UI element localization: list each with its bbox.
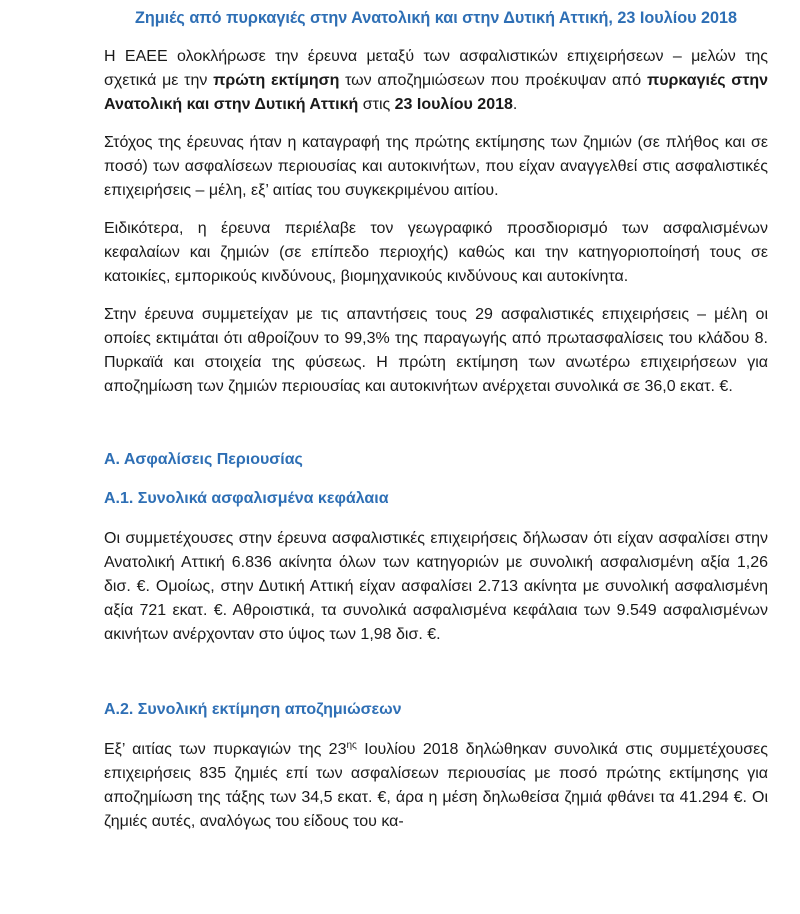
section-a1-heading: Α.1. Συνολικά ασφαλισμένα κεφάλαια (104, 490, 389, 507)
intro-bold-fires: πυρκαγιές στην Ανατολική και στην Δυτική Αττική (104, 72, 769, 113)
intro-bold-first-estimate: πρώτη εκτίμηση (213, 72, 340, 89)
section-a-heading: Α. Ασφαλίσεις Περιουσίας (104, 451, 303, 468)
insured-capital-paragraph: Οι συμμετέχουσες στην έρευνα ασφαλιστικές επιχειρήσεις δήλωσαν ότι είχαν ασφαλίσει στην Ανατολική Αττική 6.836 ακίνητα όλων των κατηγοριών με συνολική ασφαλισμένη αξία 1,26 δισ. €. Ομοίως, στην Δυτική Αττική είχαν ασφαλίσει 2.713 ακίνητα με συνολική ασφαλισμένη αξία 721 εκατ. €. Αθροιστικά, τα συνολικά ασφαλισμένα κεφάλαια των 9.549 ασφαλισμένων ακινήτων ανέρχονταν στο ύψος των 1,98 δισ. €. (104, 530, 768, 643)
survey-goal-paragraph: Στόχος της έρευνας ήταν η καταγραφή της πρώτης εκτίμησης των ζημιών (σε πλήθος και σε ποσό) των ασφαλίσεων περιουσίας και αυτοκινήτων, που είχαν αναγγελθεί στις ασφαλιστικές επιχειρήσεις – μέλη, εξ’ αιτίας του συγκεκριμένου αιτίου. (104, 134, 768, 199)
document-page (104, 0, 768, 834)
intro-paragraph: Η ΕΑΕΕ ολοκλήρωσε την έρευνα μεταξύ των ασφαλιστικών επιχειρήσεων – μελών της σχετικά με την πρώτη εκτίμηση των αποζημιώσεων που προέκυψαν από πυρκαγιές στην Ανατολική και στην Δυτική Αττική στις 23 Ιουλίου 2018. (104, 48, 769, 113)
section-a2-heading: Α.2. Συνολική εκτίμηση αποζημιώσεων (104, 701, 402, 718)
claims-estimate-paragraph: Εξ’ αιτίας των πυρκαγιών της $23^{\eta\varsigma}$ Ιουλίου 2018 δηλώθηκαν συνολικά στις συμμετέχουσες επιχειρήσεις 835 ζημιές επί των ασφαλίσεων περιουσίας με ποσό πρώτης εκτίμησης για αποζημίωση της τάξης των 34,5 εκατ. €, άρα η μέση δηλωθείσα ζημιά φθάνει τα 41.294 €. Οι ζημιές αυτές, αναλόγως του είδους του κα- (104, 740, 768, 830)
document-title: Ζημιές από πυρκαγιές στην Ανατολική και στην Δυτική Αττική, 23 Ιουλίου 2018 (134, 9, 738, 27)
intro-bold-date: 23 Ιουλίου 2018 (394, 96, 513, 113)
survey-scope-paragraph: Ειδικότερα, η έρευνα περιέλαβε τον γεωγραφικό προσδιορισμό των ασφαλισμένων κεφαλαίων και ζημιών (σε επίπεδο περιοχής) καθώς και την κατηγοριοποίησή τους σε κατοικίες, εμπορικούς κινδύνους, βιομηχανικούς κινδύνους και αυτοκίνητα. (104, 220, 768, 285)
participation-paragraph: Στην έρευνα συμμετείχαν με τις απαντήσεις τους 29 ασφαλιστικές επιχειρήσεις – μέλη οι οποίες εκτιμάται ότι αθροίζουν το 99,3% της παραγωγής από πρωτασφαλίσεις του κλάδου 8. Πυρκαϊά και στοιχεία της φύσεως. Η πρώτη εκτίμηση των ανωτέρω επιχειρήσεων για αποζημίωση των ζημιών περιουσίας και αυτοκινήτων ανέρχεται συνολικά σε 36,0 εκατ. €. (104, 306, 768, 395)
ordinal-superscript: ης (346, 740, 357, 751)
